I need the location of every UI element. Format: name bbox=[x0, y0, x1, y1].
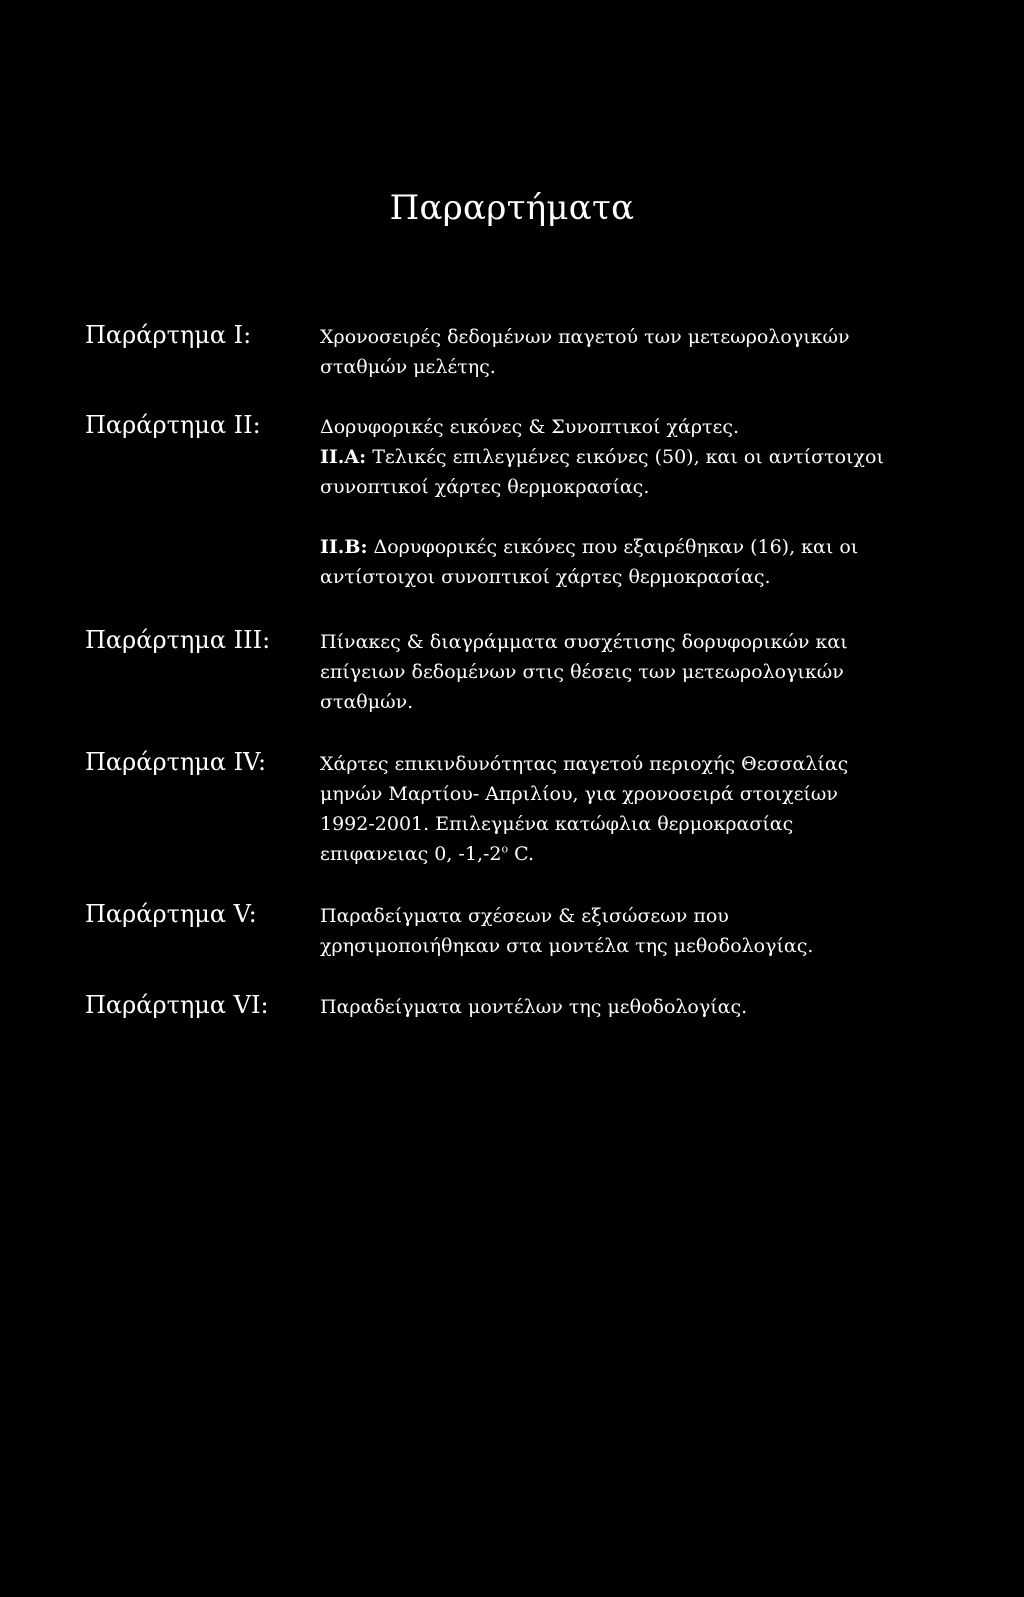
appendix-description bbox=[320, 992, 930, 1022]
threshold-text: επιφανειας 0, -1,-2 bbox=[320, 843, 502, 865]
appendix-label: Παράρτημα ΙΙΙ: bbox=[85, 626, 271, 654]
description-line: Χρονοσειρές δεδομένων παγετού των μετεωρολογικών bbox=[320, 326, 850, 348]
description-line: Παραδείγματα σχέσεων & εξισώσεων που bbox=[320, 905, 729, 927]
appendix-label: Παράρτημα V: bbox=[85, 900, 257, 928]
appendix-description bbox=[320, 901, 930, 961]
description-line: Πίνακες & διαγράμματα συσχέτισης δορυφορικών και bbox=[320, 631, 848, 653]
degree-superscript: ο bbox=[501, 842, 509, 856]
description-line: μηνών Μαρτίου- Απριλίου, για χρονοσειρά στοιχείων bbox=[320, 783, 838, 805]
appendix-label: Παράρτημα VI: bbox=[85, 991, 269, 1019]
description-line: Δορυφορικές εικόνες & Συνοπτικοί χάρτες. bbox=[320, 416, 740, 438]
description-line: Παραδείγματα μοντέλων της μεθοδολογίας. bbox=[320, 996, 748, 1018]
appendix-description bbox=[320, 749, 930, 869]
appendix-description bbox=[320, 627, 930, 717]
appendix-label: Παράρτημα ΙΙ: bbox=[85, 411, 261, 439]
appendix-description bbox=[320, 412, 930, 592]
page-title: Παραρτήματα bbox=[389, 188, 635, 228]
description-line: επίγειων δεδομένων στις θέσεις των μετεωρολογικών bbox=[320, 661, 844, 683]
description-line: σταθμών μελέτης. bbox=[320, 356, 496, 378]
description-line: αντίστοιχοι συνοπτικοί χάρτες θερμοκρασίας. bbox=[320, 566, 771, 588]
appendix-label: Παράρτημα Ι: bbox=[85, 321, 252, 349]
description-line: σταθμών. bbox=[320, 691, 414, 713]
subsection-a bbox=[320, 442, 930, 472]
subsection-a-prefix: ΙΙ.Α: bbox=[320, 446, 367, 468]
description-line bbox=[320, 839, 930, 869]
subsection-b-prefix: ΙΙ.Β: bbox=[320, 536, 368, 558]
description-line: χρησιμοποιήθηκαν στα μοντέλα της μεθοδολογίας. bbox=[320, 935, 814, 957]
description-line: Χάρτες επικινδυνότητας παγετού περιοχής Θεσσαλίας bbox=[320, 753, 849, 775]
subsection-b-text: Δορυφορικές εικόνες που εξαιρέθηκαν (16), και οι bbox=[367, 536, 859, 558]
description-line: συνοπτικοί χάρτες θερμοκρασίας. bbox=[320, 476, 650, 498]
subsection-b bbox=[320, 532, 930, 562]
unit-text: C. bbox=[508, 843, 535, 865]
appendix-label: Παράρτημα IV: bbox=[85, 748, 267, 776]
description-line: 1992-2001. Επιλεγμένα κατώφλια θερμοκρασίας bbox=[320, 813, 794, 835]
subsection-a-text: Τελικές επιλεγμένες εικόνες (50), και οι αντίστοιχοι bbox=[366, 446, 884, 468]
appendix-description bbox=[320, 322, 930, 382]
